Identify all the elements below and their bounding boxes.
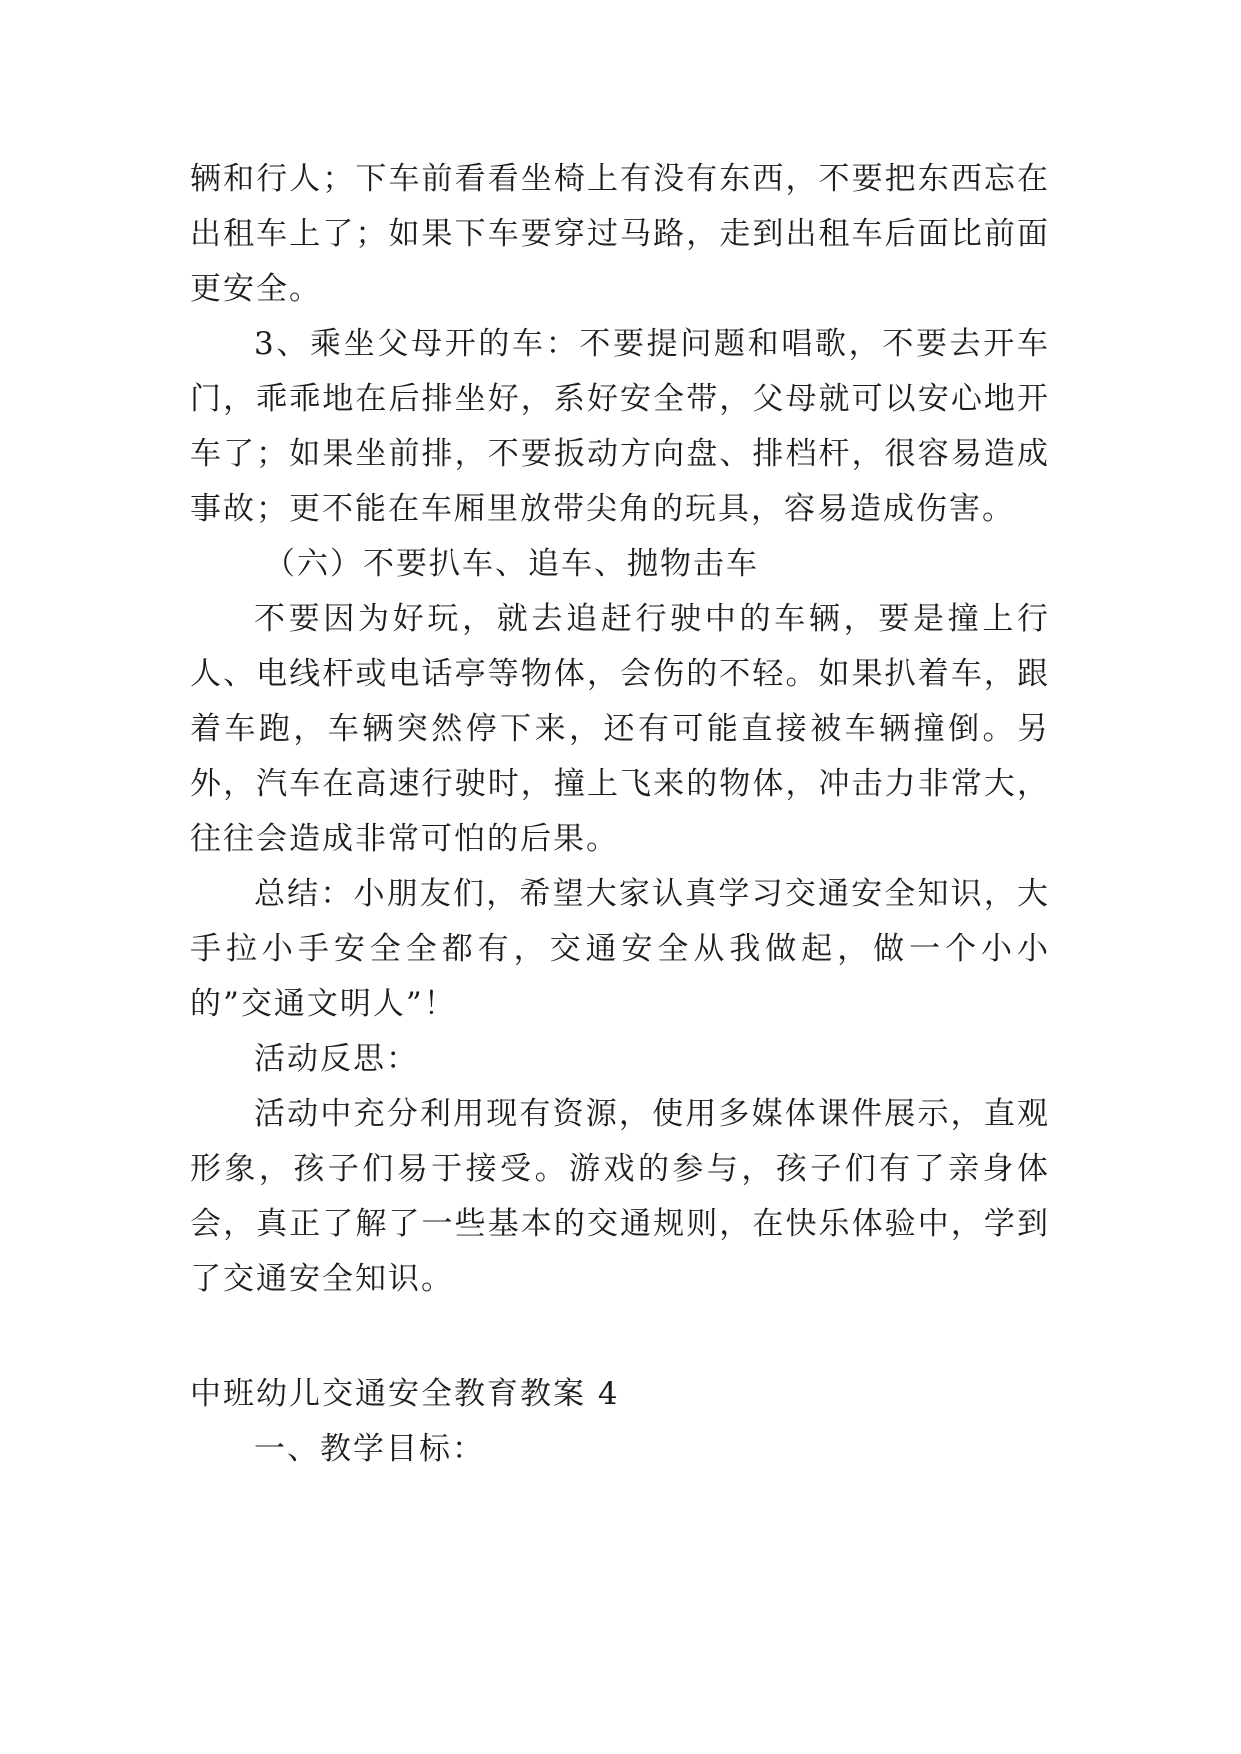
paragraph-reflection: 活动中充分利用现有资源，使用多媒体课件展示，直观形象，孩子们易于接受。游戏的参与，孩子们有了亲身体会，真正了解了一些基本的交通规则，在快乐体验中，学到了交通安全知识。: [190, 1096, 1050, 1297]
paragraph-parent-car: 3、乘坐父母开的车：不要提问题和唱歌，不要去开车门，乖乖地在后排坐好，系好安全带，父母就可以安心地开车了；如果坐前排，不要扳动方向盘、排档杆，很容易造成事故；更不能在车厢里放带尖角的玩具，容易造成伤害。: [190, 326, 1050, 527]
teaching-goals-heading: 一、教学目标：: [254, 1431, 485, 1467]
paragraph-continued: 辆和行人；下车前看看坐椅上有没有东西，不要把东西忘在出租车上了；如果下车要穿过马路，走到出租车后面比前面更安全。: [190, 161, 1050, 307]
section-spacer: [190, 1307, 1050, 1367]
paragraph-summary: 总结：小朋友们，希望大家认真学习交通安全知识，大手拉小手安全全都有，交通安全从我做起，做一个小小的”交通文明人”！: [190, 876, 1050, 1022]
section-heading-six: （六）不要扒车、追车、抛物击车: [264, 546, 759, 582]
paragraph-chasing-cars: 不要因为好玩，就去追赶行驶中的车辆，要是撞上行人、电线杆或电话亭等物体，会伤的不轻。如果扒着车，跟着车跑，车辆突然停下来，还有可能直接被车辆撞倒。另外，汽车在高速行驶时，撞上飞来的物体，冲击力非常大，往往会造成非常可怕的后果。: [190, 601, 1050, 857]
lesson-title: 中班幼儿交通安全教育教案 4: [190, 1376, 620, 1412]
document-body: [190, 152, 1050, 1477]
paragraph-reflection-heading: 活动反思：: [254, 1041, 419, 1077]
